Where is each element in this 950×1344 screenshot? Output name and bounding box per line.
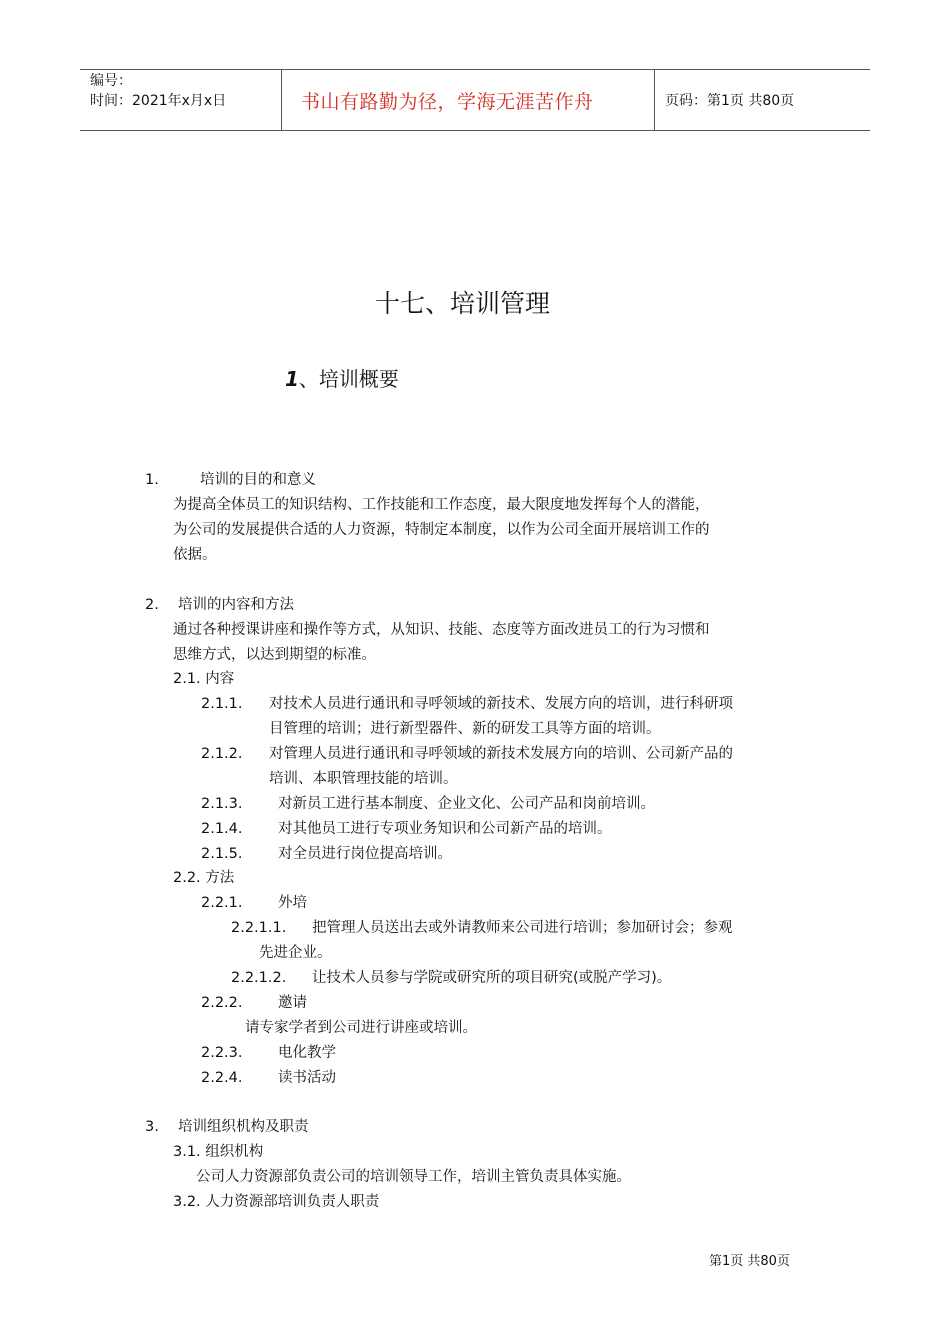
footer-page-number: 第1页 共80页 [709, 1254, 790, 1269]
header-divider-right [654, 69, 655, 131]
subtitle-text: 、培训概要 [298, 367, 399, 391]
subsection-3-1-body: 公司人力资源部负责公司的培训领导工作，培训主管负责具体实施。 [196, 1169, 631, 1185]
item-2-1-1-line: 对技术人员进行通讯和寻呼领域的新技术、发展方向的培训，进行科研项 [269, 696, 733, 712]
item-2-2-2-number: 2.2.2. [201, 995, 243, 1011]
item-2-1-2-line: 对管理人员进行通讯和寻呼领域的新技术发展方向的培训、公司新产品的 [269, 746, 733, 762]
section-2-heading: 培训的内容和方法 [178, 597, 294, 613]
item-2-2-4-text: 读书活动 [278, 1070, 336, 1086]
page-title: 十七、培训管理 [375, 289, 551, 318]
section-1-body-line: 为提高全体员工的知识结构、工作技能和工作态度，最大限度地发挥每个人的潜能， [173, 497, 710, 513]
item-2-1-2-line: 培训、本职管理技能的培训。 [269, 771, 458, 787]
item-2-1-4-text: 对其他员工进行专项业务知识和公司新产品的培训。 [278, 821, 612, 837]
item-2-2-3-number: 2.2.3. [201, 1045, 243, 1061]
item-2-2-1-2-number: 2.2.1.2. [231, 970, 287, 986]
subsection-2-1-heading: 2.1. 内容 [173, 671, 235, 687]
section-1-heading: 培训的目的和意义 [200, 472, 316, 488]
item-2-1-5-number: 2.1.5. [201, 846, 243, 862]
section-subtitle [285, 363, 399, 392]
section-2-number: 2. [145, 597, 159, 613]
section-3-number: 3. [145, 1119, 159, 1135]
page-label: 页码：第1页 共80页 [665, 93, 795, 109]
subsection-3-1-heading: 3.1. 组织机构 [173, 1144, 264, 1160]
item-2-1-3-number: 2.1.3. [201, 796, 243, 812]
item-2-2-1-number: 2.2.1. [201, 895, 243, 911]
item-2-2-3-text: 电化教学 [278, 1045, 336, 1061]
section-3-heading: 培训组织机构及职责 [178, 1119, 309, 1135]
header-top-rule [80, 69, 870, 70]
section-2-body-line: 通过各种授课讲座和操作等方式，从知识、技能、态度等方面改进员工的行为习惯和 [173, 622, 710, 638]
motto: 书山有路勤为径，学海无涯苦作舟 [301, 91, 594, 113]
section-1-body-line: 依据。 [173, 547, 217, 563]
subtitle-number: 1 [285, 367, 299, 391]
code-label: 编号： [90, 73, 132, 89]
item-2-2-2-text: 邀请 [278, 995, 307, 1011]
item-2-2-1-1-line: 先进企业。 [259, 945, 332, 961]
item-2-2-1-2-text: 让技术人员参与学院或研究所的项目研究(或脱产学习)。 [312, 970, 672, 986]
section-1-body-line: 为公司的发展提供合适的人力资源，特制定本制度，以作为公司全面开展培训工作的 [173, 522, 710, 538]
item-2-2-2-body: 请专家学者到公司进行讲座或培训。 [245, 1020, 477, 1036]
section-2-body-line: 思维方式，以达到期望的标准。 [173, 647, 376, 663]
item-2-1-3-text: 对新员工进行基本制度、企业文化、公司产品和岗前培训。 [278, 796, 655, 812]
header-bottom-rule [80, 130, 870, 131]
item-2-1-1-line: 目管理的培训；进行新型器件、新的研发工具等方面的培训。 [269, 721, 661, 737]
item-2-2-1-1-line: 把管理人员送出去或外请教师来公司进行培训；参加研讨会；参观 [312, 920, 733, 936]
item-2-2-1-text: 外培 [278, 895, 307, 911]
subsection-3-2-heading: 3.2. 人力资源部培训负责人职责 [173, 1194, 380, 1210]
header-divider-left [281, 69, 282, 131]
item-2-2-4-number: 2.2.4. [201, 1070, 243, 1086]
item-2-2-1-1-number: 2.2.1.1. [231, 920, 287, 936]
item-2-1-2-number: 2.1.2. [201, 746, 243, 762]
date-label: 时间：2021年x月x日 [90, 93, 227, 109]
item-2-1-5-text: 对全员进行岗位提高培训。 [278, 846, 452, 862]
section-1-number: 1. [145, 472, 159, 488]
subsection-2-2-heading: 2.2. 方法 [173, 870, 235, 886]
item-2-1-1-number: 2.1.1. [201, 696, 243, 712]
item-2-1-4-number: 2.1.4. [201, 821, 243, 837]
